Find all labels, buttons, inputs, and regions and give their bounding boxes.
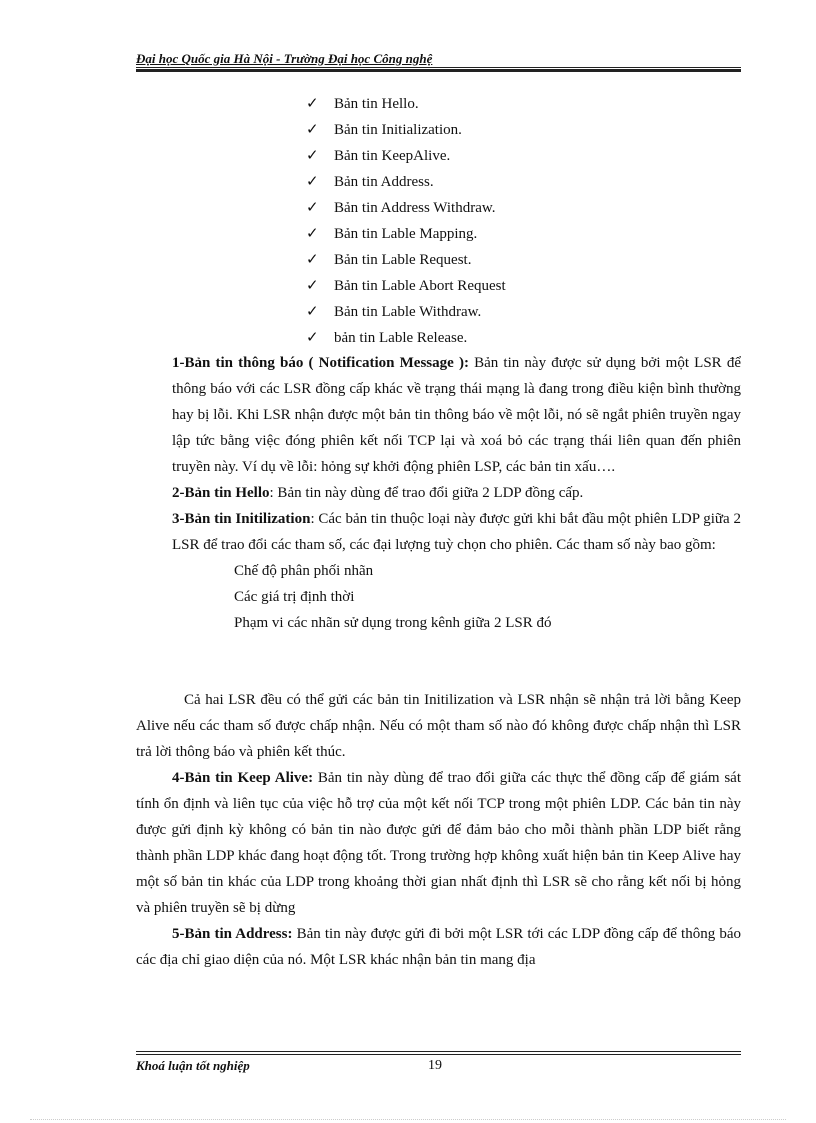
- check-icon: ✓: [306, 252, 319, 268]
- list-item: ✓ Bản tin Initialization.: [306, 119, 506, 145]
- section-heading: 1-Bản tin thông báo ( Notification Message ):: [172, 355, 469, 371]
- paragraph: Cả hai LSR đều có thể gửi các bản tin Initilization và LSR nhận sẽ nhận trả lời bằng Keep Alive nếu các tham số được chấp nhận. Nếu có một tham số nào đó không được chấp nhận thì LSR trả lời thông báo và phiên kết thúc.: [136, 692, 741, 760]
- section-body: : Bản tin này dùng để trao đổi giữa 2 LDP đồng cấp.: [269, 485, 584, 501]
- check-icon: ✓: [306, 148, 319, 164]
- section-heading: 3-Bản tin Initilization: [172, 511, 311, 527]
- check-icon: ✓: [306, 122, 319, 138]
- header-rule-thick: [136, 69, 741, 72]
- list-item: ✓ Bản tin Lable Withdraw.: [306, 301, 506, 327]
- param-item: Phạm vi các nhãn sử dụng trong kênh giữa 2 LSR đó: [234, 615, 552, 631]
- list-item: ✓ Bản tin Lable Request.: [306, 249, 506, 275]
- check-icon: ✓: [306, 226, 319, 242]
- section-notification: [172, 350, 741, 636]
- header-rule-thin: [136, 67, 741, 68]
- footer-rule-thin-2: [136, 1054, 741, 1055]
- check-icon: ✓: [306, 304, 319, 320]
- list-item: ✓ Bản tin Address.: [306, 171, 506, 197]
- list-item: ✓ bản tin Lable Release.: [306, 327, 506, 353]
- list-item: ✓ Bản tin Address Withdraw.: [306, 197, 506, 223]
- page-edge-divider: [30, 1119, 786, 1120]
- check-icon: ✓: [306, 330, 319, 346]
- header-title: Đại học Quốc gia Hà Nội - Trường Đại học Công nghệ: [136, 51, 433, 66]
- section-body: Bản tin này dùng để trao đổi giữa các thực thể đồng cấp để giám sát tính ổn định và liên tục của việc hỗ trợ của một kết nối TCP trong một phiên LDP. Các bản tin này được gửi định kỳ không có bản tin nào được gửi để đảm bảo cho mỗi thành phần LDP biết rằng thành phần LDP khác đang hoạt động tốt. Trong trường hợp không xuất hiện bản tin Keep Alive hay một số bản tin khác của LDP trong khoảng thời gian nhất định thì LSR sẽ cho rằng kết nối bị hỏng và phiên truyền sẽ bị dừng: [136, 770, 742, 916]
- footer-rule-thin: [136, 1051, 741, 1052]
- section-address: [136, 921, 741, 973]
- footer-label: Khoá luận tốt nghiệp: [136, 1058, 250, 1073]
- section-body: : Các bản tin thuộc loại này được gửi khi bắt đầu một phiên LDP giữa 2 LSR để trao đổi các tham số, các đại lượng tuỳ chọn cho phiên. Các tham số này bao gồm:: [172, 511, 741, 553]
- section-heading: 2-Bản tin Hello: [172, 485, 270, 501]
- param-item: Chế độ phân phối nhãn: [234, 563, 374, 579]
- body-text: [136, 687, 741, 973]
- section-heading: 4-Bản tin Keep Alive:: [172, 770, 314, 786]
- list-item: ✓ Bản tin Lable Mapping.: [306, 223, 506, 249]
- check-icon: ✓: [306, 96, 319, 112]
- check-icon: ✓: [306, 200, 319, 216]
- check-icon: ✓: [306, 278, 319, 294]
- list-item: ✓ Bản tin Lable Abort Request: [306, 275, 506, 301]
- section-heading: 5-Bản tin Address:: [172, 926, 293, 942]
- section-body: Bản tin này được sử dụng bởi một LSR để thông báo với các LSR đồng cấp khác về trạng thái mạng là đang trong điều kiện bình thường hay bị lỗi. Khi LSR nhận được một bản tin thông báo về một lỗi, nó sẽ ngắt phiên truyền ngay lập tức bằng việc đóng phiên kết nối TCP lại và xoá bỏ các trạng thái liên quan đến phiên truyền này. Ví dụ về lỗi: hỏng sự khởi động phiên LSP, các bản tin xấu….: [172, 355, 741, 475]
- param-item: Các giá trị định thời: [234, 589, 355, 605]
- page-number: 19: [428, 1058, 442, 1073]
- section-body: Bản tin này được gửi đi bởi một LSR tới các LDP đồng cấp để thông báo các địa chỉ giao diện của nó. Một LSR khác nhận bản tin mang địa: [136, 926, 741, 968]
- section-keepalive: [136, 765, 741, 921]
- list-item: ✓ Bản tin KeepAlive.: [306, 145, 506, 171]
- list-item: ✓ Bản tin Hello.: [306, 93, 506, 119]
- check-icon: ✓: [306, 174, 319, 190]
- message-type-list: [306, 93, 506, 353]
